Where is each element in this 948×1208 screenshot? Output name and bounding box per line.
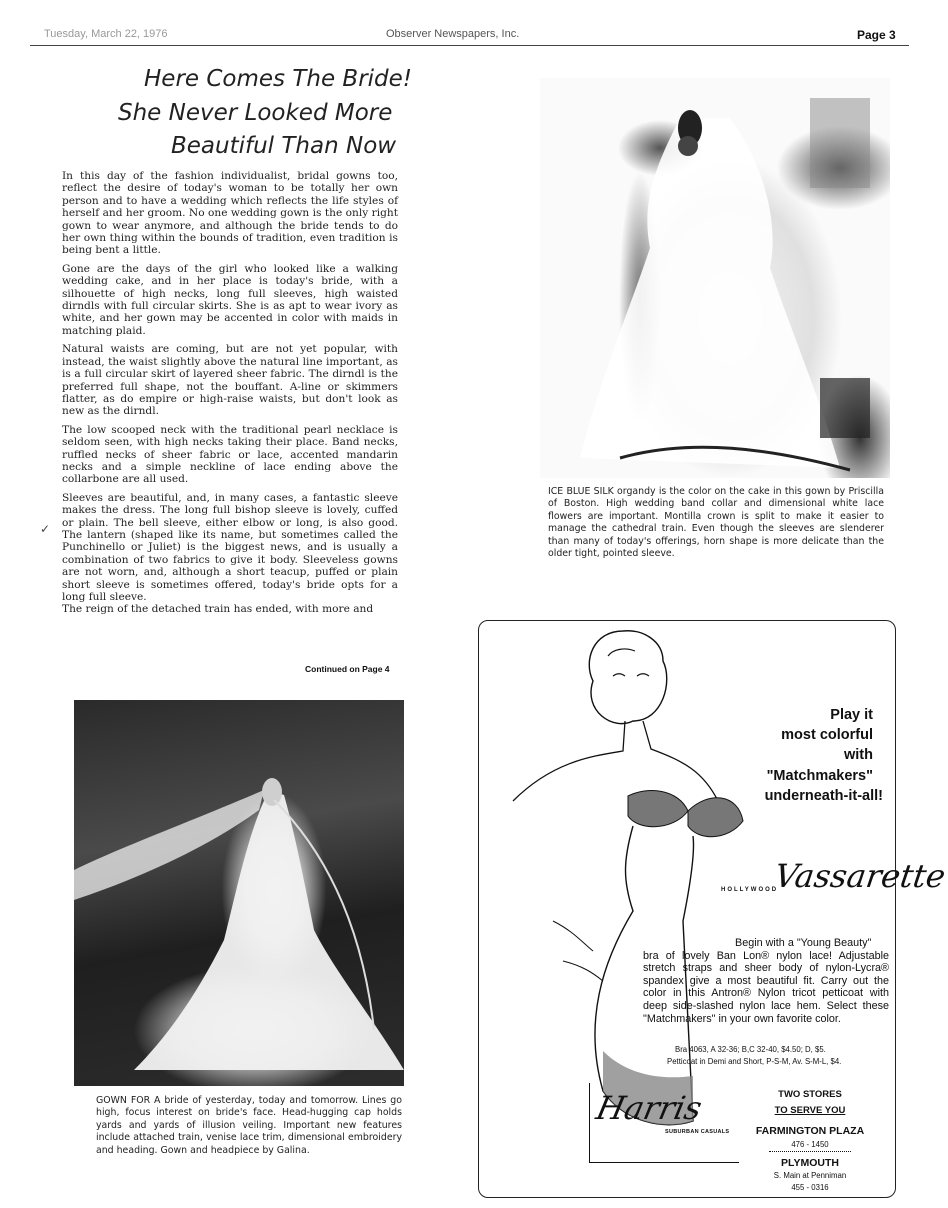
stores-heading-2: TO SERVE YOU bbox=[774, 1105, 846, 1116]
article-paragraph: Natural waists are coming, but are not yet popular, with instead, the waist slightly above the natural line important, as is a full circular skirt of layered sheer fabric. The dirndl is the preferred full shape, not the bouffant. A-line or skimmers flatter, as do empire or high-raise waists, but don't look as new as the dirndl. bbox=[62, 343, 398, 418]
store-plymouth-address: S. Main at Penniman bbox=[773, 1171, 847, 1180]
margin-check-mark: ✓ bbox=[40, 522, 51, 536]
bride-photo-top bbox=[540, 78, 890, 478]
bride-photo-bottom-art bbox=[74, 700, 404, 1086]
ad-headline-line-3: with bbox=[844, 747, 873, 763]
continued-note: Continued on Page 4 bbox=[305, 664, 390, 674]
price-petticoat: Petticoat in Demi and Short, P-S-M, Av. S-M-L, $4. bbox=[667, 1057, 842, 1066]
article-title-line-1: Here Comes The Bride! bbox=[144, 66, 413, 92]
photo-caption-top: ICE BLUE SILK organdy is the color on the cake in this gown by Priscilla of Boston. High wedding band collar and dimensional white lace flowers are important. Montilla crown is split to make it easier to manage the cathedral train. Even though the sleeves are slenderer than many of today's offerings, horn shape is more delicate than the older tight, pointed sleeve. bbox=[548, 486, 884, 560]
ad-headline-line-2: most colorful bbox=[781, 727, 873, 743]
page-number: Page 3 bbox=[857, 28, 896, 42]
article-paragraph: Sleeves are beautiful, and, in many cases, a fantastic sleeve makes the dress. The long full bishop sleeve is lovely, cuffed or plain. The bell sleeve, either elbow or long, is also good. The lantern (shaped like its name, but sometimes called the Punchinello or Juliet) is the biggest news, and is usually a combination of two fabrics to give it body. Sleeveless gowns are not worn, and, although a short teacup, puffed or plain short sleeve is sometimes offered, today's bride opts for a long full sleeve. bbox=[62, 491, 398, 603]
issue-date: Tuesday, March 22, 1976 bbox=[44, 28, 168, 40]
store-tagline: SUBURBAN CASUALS bbox=[665, 1129, 730, 1135]
store-logo: Harris bbox=[592, 1089, 706, 1127]
article-paragraph: The low scooped neck with the traditional pearl necklace is seldom seen, with high necks taking their place. Band necks, ruffled necks of sheer fabric or lace, accented mandarin necks and a simple neckline of lace ending above the collarbone are all used. bbox=[62, 423, 398, 486]
price-bra: Bra 4063, A 32-36; B,C 32-40, $4.50; D, $5. bbox=[675, 1045, 826, 1054]
publication-name: Observer Newspapers, Inc. bbox=[386, 28, 520, 40]
store-plymouth-phone: 455 - 0316 bbox=[791, 1183, 829, 1192]
bride-photo-bottom bbox=[74, 700, 404, 1086]
ad-headline-line-1: Play it bbox=[830, 707, 873, 723]
article-paragraph: In this day of the fashion individualist, bridal gowns too, reflect the desire of today's woman to be totally her own person and to have a wedding which reflects the life styles of herself and her groom. No one wedding gown is the only right gown to wear anymore, and although the bride tends to do her own thing within the bounds of tradition, even tradition is being bent a little. bbox=[62, 170, 398, 257]
store-farmington-name: FARMINGTON PLAZA bbox=[755, 1125, 865, 1137]
lingerie-advertisement bbox=[478, 620, 948, 1198]
ad-body-text: bra of lovely Ban Lon® nylon lace! Adjustable stretch straps and sheer body of nylon-Lycra® spandex give a most beautiful fit. Carry out the color in this Antron® Nylon tricot petticoat with deep side-slashed nylon lace hem. Select these "Matchmakers" in your own favorite color. bbox=[643, 949, 889, 1025]
store-divider bbox=[769, 1151, 851, 1152]
ad-headline-line-5: underneath-it-all! bbox=[764, 788, 883, 804]
store-plymouth-name: PLYMOUTH bbox=[781, 1157, 839, 1169]
bride-photo-top-art bbox=[540, 78, 890, 478]
article-body bbox=[62, 170, 398, 622]
store-farmington-phone: 476 - 1450 bbox=[791, 1140, 829, 1149]
article-title-line-3: Beautiful Than Now bbox=[171, 133, 397, 159]
brand-prefix: HOLLYWOOD bbox=[721, 887, 779, 893]
stores-heading-1: TWO STORES bbox=[778, 1089, 842, 1100]
header-rule bbox=[30, 45, 909, 46]
photo-caption-bottom: GOWN FOR A bride of yesterday, today and tomorrow. Lines go high, focus interest on bride's face. Head-hugging cap holds yards and yards of illusion veiling. Important new features include attached train, venise lace trim, dimensional embroidery and heading. Gown and headpiece by Galina. bbox=[96, 1095, 402, 1156]
article-paragraph: The reign of the detached train has ended, with more and bbox=[62, 603, 374, 616]
article-title-line-2: She Never Looked More bbox=[118, 100, 393, 126]
brand-logo: Vassarette bbox=[772, 857, 948, 895]
article-paragraph: Gone are the days of the girl who looked like a walking wedding cake, and in her place is today's bride, with a silhouette of high necks, long full sleeves, high waisted dirndls with full circular skirts. She is as apt to wear ivory as white, and her gown may be accented in color with maids in matching plaid. bbox=[62, 262, 398, 337]
ad-headline-line-4: "Matchmakers" bbox=[766, 768, 873, 784]
ad-body-copy bbox=[643, 937, 889, 1025]
ad-body-lead: Begin with a "Young Beauty" bbox=[735, 937, 872, 949]
